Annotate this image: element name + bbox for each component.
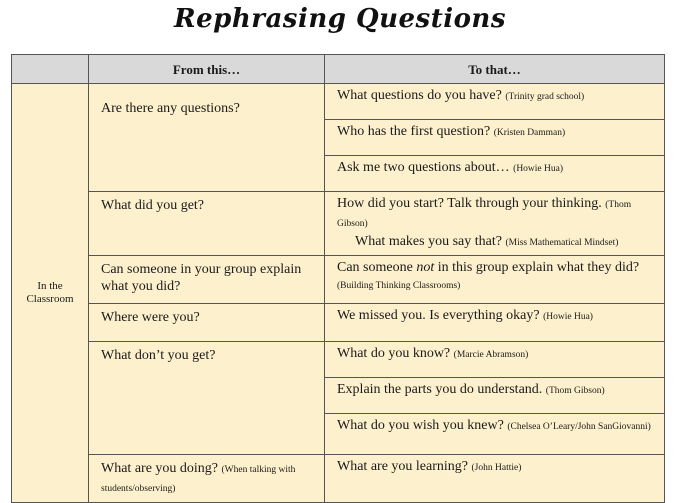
table-row (12, 304, 665, 342)
from-cell: What did you get? (89, 192, 325, 256)
to-text: Ask me two questions about… (337, 160, 510, 175)
table-row (12, 192, 665, 256)
page-title: Rephrasing Questions (174, 4, 506, 34)
to-text: Explain the parts you do understand. (337, 382, 543, 397)
to-cell (325, 455, 665, 503)
to-cell (325, 256, 665, 304)
from-cell: Where were you? (89, 304, 325, 342)
to-text-emphasis: not (416, 260, 435, 275)
to-source: (Marcie Abramson) (453, 350, 529, 360)
header-to: To that… (325, 55, 665, 84)
to-source: (John Hattie) (471, 463, 522, 473)
to-text: Who has the first question? (337, 124, 491, 139)
to-subline (337, 233, 658, 252)
to-text: What do you wish you knew? (337, 418, 504, 433)
to-cell (325, 414, 665, 455)
header-section (12, 55, 89, 84)
to-text: What are you learning? (337, 459, 468, 474)
to-source: (Thom Gibson) (337, 200, 632, 229)
to-cell (325, 84, 665, 120)
to-text: Can someone (337, 260, 417, 275)
to-cell (325, 120, 665, 156)
from-text: What are you doing? (101, 461, 219, 476)
to-text: What questions do you have? (337, 88, 502, 103)
from-cell: Can someone in your group explain what you did? (89, 256, 325, 304)
to-source: (Howie Hua) (543, 312, 593, 322)
to-source: (Kristen Damman) (493, 128, 566, 138)
to-source: (Chelsea O’Leary/John SanGiovanni) (507, 422, 651, 432)
to-source: (Howie Hua) (513, 164, 564, 174)
from-note: (When talking with students/observing) (101, 465, 296, 494)
rephrasing-table (11, 54, 665, 503)
to-text: What makes you say that? (355, 234, 502, 249)
header-from: From this… (89, 55, 325, 84)
to-source: (Trinity grad school) (505, 92, 585, 102)
to-source: (Thom Gibson) (545, 386, 605, 396)
from-cell: Are there any questions? (89, 84, 325, 192)
to-text: We missed you. Is everything okay? (337, 308, 540, 323)
to-cell (325, 192, 665, 256)
table-row (12, 455, 665, 503)
section-label: In the Classroom (12, 84, 89, 503)
to-text: What do you know? (337, 346, 451, 361)
table-row (12, 84, 665, 120)
to-cell (325, 304, 665, 342)
to-cell (325, 342, 665, 378)
to-source: (Building Thinking Classrooms) (337, 281, 461, 291)
to-cell (325, 378, 665, 414)
to-text: How did you start? Talk through your thinking. (337, 196, 602, 211)
to-source: (Miss Mathematical Mindset) (505, 238, 619, 248)
from-cell: What don’t you get? (89, 342, 325, 455)
to-cell (325, 156, 665, 192)
table-row (12, 342, 665, 378)
from-cell (89, 455, 325, 503)
to-text: in this group explain what they did? (434, 260, 640, 275)
header-row (12, 55, 665, 84)
table-row (12, 256, 665, 304)
